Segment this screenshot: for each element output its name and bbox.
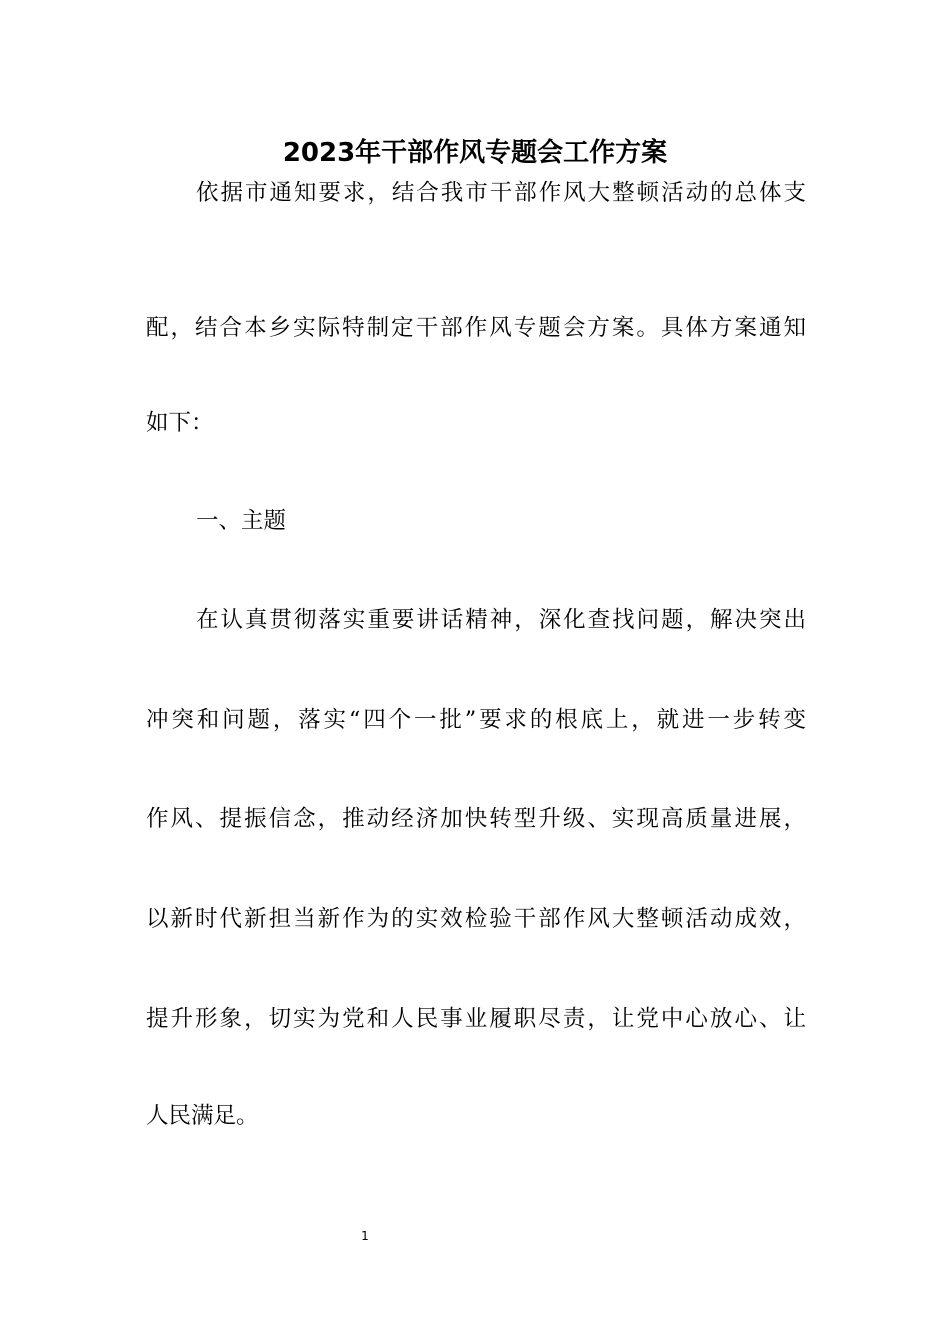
section-heading-1: 一、主题 xyxy=(196,508,287,534)
page-number: 1 xyxy=(361,1229,369,1243)
section-1-line-5: 提升形象，切实为党和人民事业履职尽责，让党中心放心、让 xyxy=(146,1006,806,1032)
section-1-line-3: 作风、提振信念，推动经济加快转型升级、实现高质量进展， xyxy=(146,806,806,832)
intro-line-2: 配，结合本乡实际特制定干部作风专题会方案。具体方案通知 xyxy=(146,315,806,341)
section-1-line-4: 以新时代新担当新作为的实效检验干部作风大整顿活动成效， xyxy=(146,906,806,932)
section-1-line-1: 在认真贯彻落实重要讲话精神，深化查找问题，解决突出 xyxy=(196,607,806,633)
document-title: 2023年干部作风专题会工作方案 xyxy=(282,138,668,168)
intro-line-3: 如下： xyxy=(146,410,214,436)
section-1-line-2: 冲突和问题，落实“四个一批”要求的根底上，就进一步转变 xyxy=(146,707,806,733)
section-1-line-6: 人民满足。 xyxy=(146,1103,259,1129)
intro-line-1: 依据市通知要求，结合我市干部作风大整顿活动的总体支 xyxy=(196,180,806,206)
